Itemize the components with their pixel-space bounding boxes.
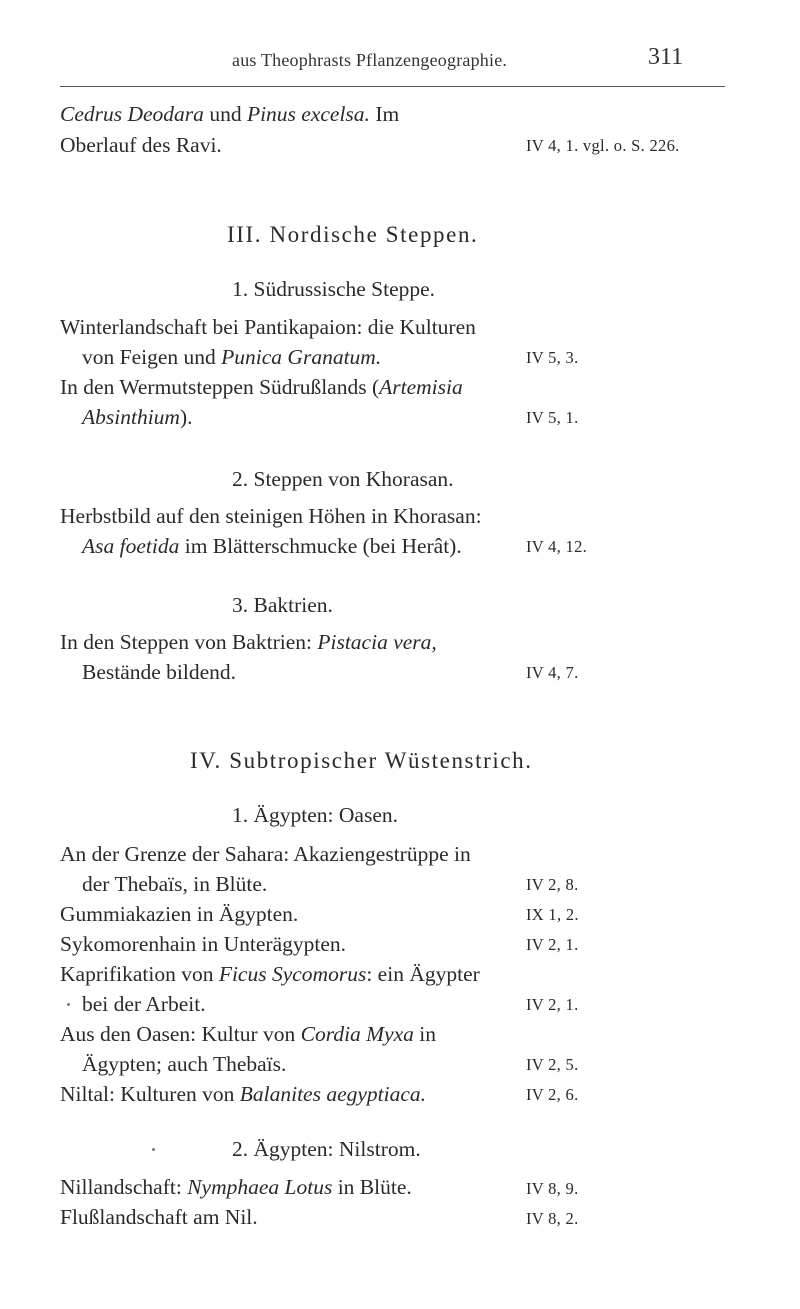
page-number: 311 [648, 44, 684, 70]
entry-line: Gummiakazien in Ägypten. [60, 902, 299, 926]
entry-line [60, 1173, 412, 1201]
reference: IV 2, 8. [526, 875, 579, 894]
reference: IV 2, 6. [526, 1085, 579, 1104]
print-speck [152, 1148, 155, 1151]
entry-line [82, 343, 381, 371]
text-fragment: in [413, 1022, 437, 1046]
section-heading: III. Nordische Steppen. [227, 222, 479, 247]
reference: IV 8, 2. [526, 1209, 579, 1228]
text-fragment: Niltal: Kulturen von [60, 1082, 240, 1106]
entry-line: Flußlandschaft am Nil. [60, 1205, 258, 1229]
italic-species: Asa foetida [82, 534, 180, 558]
entry-line: Sykomorenhain in Unterägypten. [60, 932, 347, 956]
entry-line: An der Grenze der Sahara: Akaziengestrüppe in [60, 842, 471, 866]
entry-line [60, 1080, 426, 1108]
reference: IV 4, 12. [526, 537, 588, 556]
text-fragment: ). [179, 405, 193, 429]
entry-line: Herbstbild auf den steinigen Höhen in Khorasan: [60, 504, 482, 528]
intro-line-2: Oberlauf des Ravi. [60, 133, 222, 157]
subsection-heading: 2. Steppen von Khorasan. [232, 467, 454, 491]
reference: IV 4, 1. vgl. o. S. 226. [526, 136, 680, 155]
entry-line [60, 628, 437, 656]
entry-line: Bestände bildend. [82, 660, 237, 684]
reference: IV 2, 1. [526, 995, 579, 1014]
italic-species: Pinus excelsa. [246, 102, 370, 126]
running-head-title: aus Theophrasts Pflanzengeographie. [232, 50, 508, 70]
subsection-heading: 1. Südrussische Steppe. [232, 277, 436, 301]
reference: IV 5, 1. [526, 408, 579, 427]
entry-line [60, 1020, 436, 1048]
entry-line [82, 403, 193, 431]
italic-species: Cedrus Deodara [60, 102, 204, 126]
reference: IV 8, 9. [526, 1179, 579, 1198]
text-fragment: und [203, 102, 247, 126]
italic-species: Pistacia vera, [317, 630, 437, 654]
header-rule [60, 86, 725, 87]
reference: IV 4, 7. [526, 663, 579, 682]
italic-species: Absinthium [82, 405, 180, 429]
entry-line: Ägypten; auch Thebaïs. [82, 1052, 287, 1076]
text-fragment: Kaprifikation von [60, 962, 219, 986]
section-heading: IV. Subtropischer Wüstenstrich. [190, 748, 533, 773]
subsection-heading: 3. Baktrien. [232, 593, 333, 617]
text-fragment: im Blätterschmucke (bei Herât). [179, 534, 462, 558]
italic-species: Punica Granatum. [221, 345, 382, 369]
entry-line [82, 532, 462, 560]
reference: IV 2, 1. [526, 935, 579, 954]
entry-line: bei der Arbeit. [82, 992, 206, 1016]
reference: IV 5, 3. [526, 348, 579, 367]
entry-line [60, 373, 463, 401]
entry-line: Winterlandschaft bei Pantikapaion: die Kulturen [60, 315, 476, 339]
print-speck [67, 1003, 70, 1006]
text-fragment: In den Wermutsteppen Südrußlands ( [60, 375, 380, 399]
text-fragment: Aus den Oasen: Kultur von [60, 1022, 301, 1046]
reference: IV 2, 5. [526, 1055, 579, 1074]
text-fragment: Im [369, 102, 400, 126]
running-head [0, 36, 800, 86]
entry-line: der Thebaïs, in Blüte. [82, 872, 268, 896]
text-fragment: Nillandschaft: [60, 1175, 188, 1199]
text-fragment: : ein Ägypter [366, 962, 480, 986]
subsection-heading: 2. Ägypten: Nilstrom. [232, 1137, 421, 1161]
italic-species: Artemisia [379, 375, 463, 399]
text-fragment: in Blüte. [332, 1175, 412, 1199]
italic-species: Ficus Sycomorus [218, 962, 367, 986]
entry-line [60, 960, 480, 988]
italic-species: Cordia Myxa [300, 1022, 414, 1046]
italic-species: Balanites aegyptiaca. [239, 1082, 427, 1106]
intro-line-1 [60, 100, 399, 128]
reference: IX 1, 2. [526, 905, 579, 924]
text-fragment: von Feigen und [82, 345, 222, 369]
italic-species: Nymphaea Lotus [187, 1175, 333, 1199]
text-fragment: In den Steppen von Baktrien: [60, 630, 318, 654]
subsection-heading: 1. Ägypten: Oasen. [232, 803, 398, 827]
